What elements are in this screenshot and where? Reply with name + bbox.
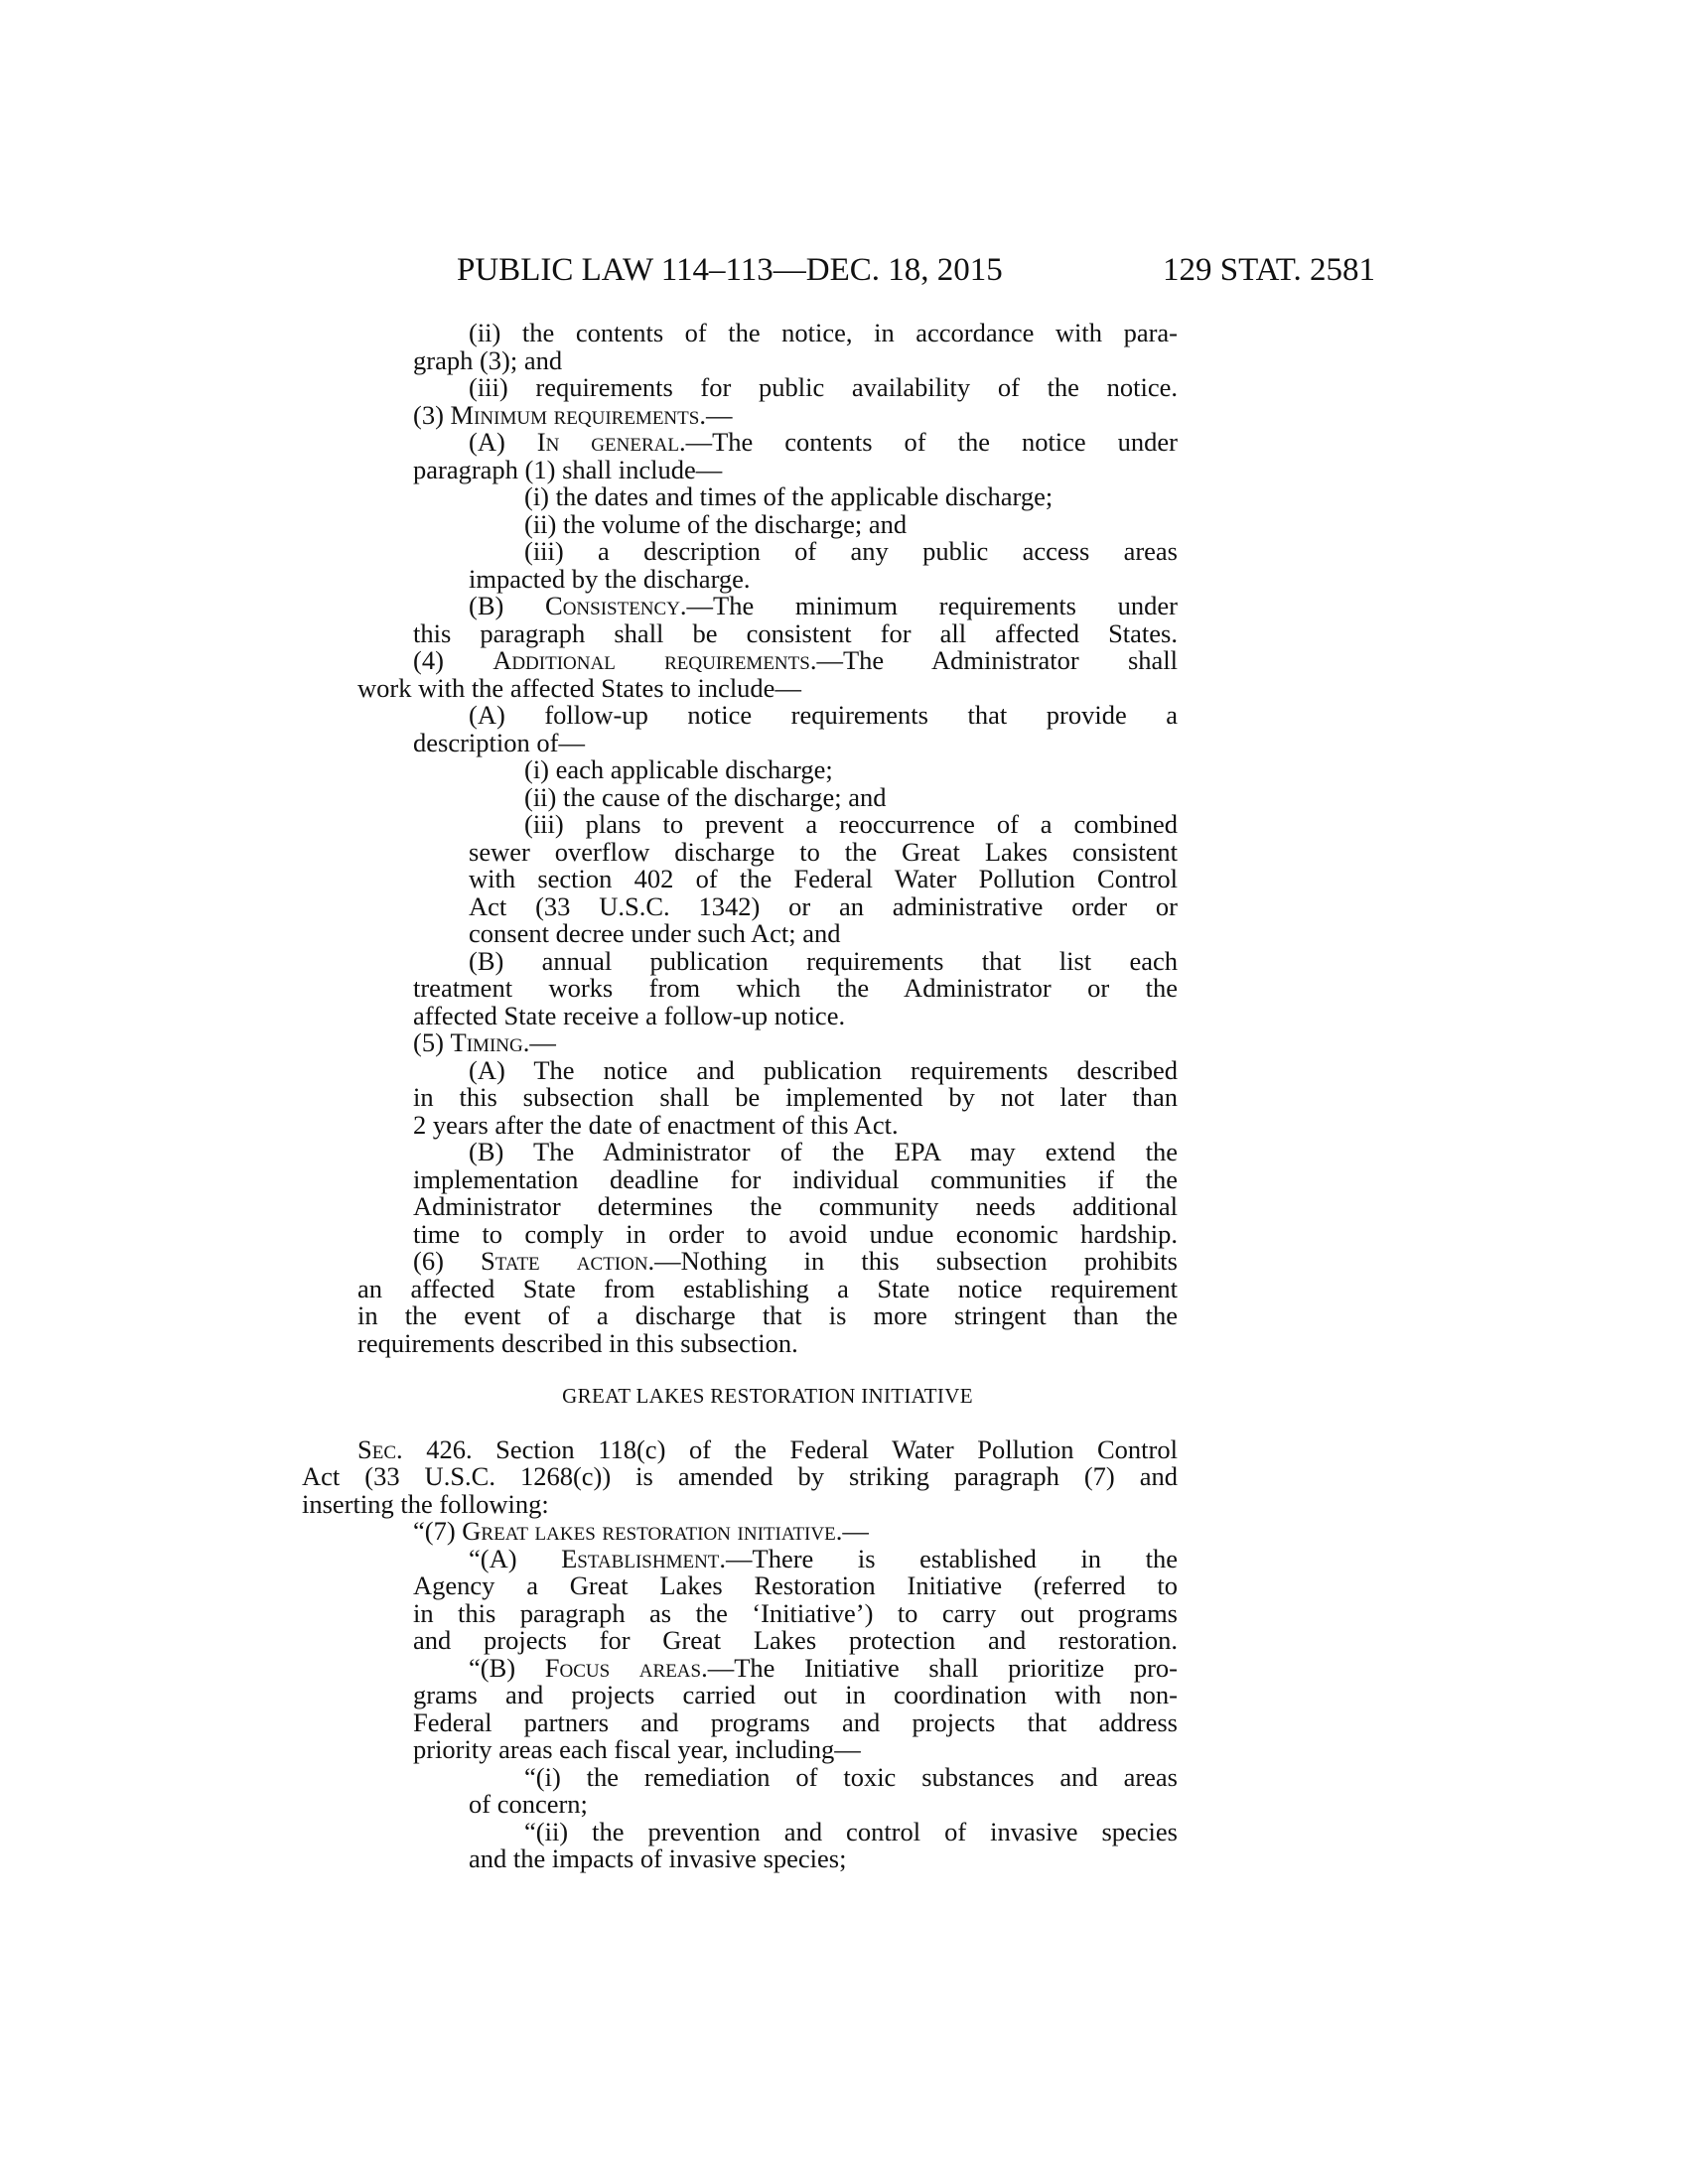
text-line: (B) annual publication requirements that list each — [469, 945, 1178, 976]
paragraph-heading: “(7) Great lakes restoration initiative.— — [413, 1516, 869, 1546]
text-line: (i) each applicable discharge; — [524, 754, 833, 784]
text-line: in this paragraph as the ‘Initiative’) to carry out programs — [413, 1597, 1178, 1628]
text-line: and the impacts of invasive species; — [469, 1843, 847, 1873]
text-line: priority areas each fiscal year, including— — [413, 1734, 861, 1764]
page-header — [457, 248, 1375, 292]
subparagraph-heading: “(A) Establishment.—There is established in the — [469, 1543, 1178, 1573]
text-line: consent decree under such Act; and — [469, 918, 841, 948]
paragraph-heading: (6) State action.—Nothing in this subsection prohibits — [413, 1246, 1178, 1276]
public-law-citation: PUBLIC LAW 114–113—DEC. 18, 2015 — [457, 252, 1003, 288]
text-line: (A) The notice and publication requirements described — [469, 1054, 1178, 1085]
text-line: 2 years after the date of enactment of this Act. — [413, 1109, 899, 1140]
text-line: this paragraph shall be consistent for all affected States. — [413, 617, 1178, 648]
text-line: sewer overflow discharge to the Great Lakes consistent — [469, 836, 1178, 867]
text-line: and projects for Great Lakes protection and restoration. — [413, 1625, 1178, 1655]
text-line: graph (3); and — [413, 344, 563, 375]
text-line: grams and projects carried out in coordination with non- — [413, 1680, 1178, 1709]
text-line: (iii) plans to prevent a reoccurrence of a combined — [524, 809, 1178, 839]
text-line: paragraph (1) shall include— — [413, 454, 723, 484]
text-line: with section 402 of the Federal Water Pollution Control — [469, 864, 1178, 893]
text-line: of concern; — [469, 1789, 588, 1819]
text-line: (iii) a description of any public access areas — [524, 536, 1178, 566]
text-line: time to comply in order to avoid undue economic hardship. — [413, 1218, 1178, 1249]
text-line: an affected State from establishing a State notice requirement — [357, 1273, 1178, 1303]
text-line: (B) The Administrator of the EPA may extend the — [469, 1137, 1178, 1166]
text-line: “(i) the remediation of toxic substances and areas — [524, 1761, 1178, 1792]
text-line: (ii) the volume of the discharge; and — [524, 508, 908, 539]
text-line: affected State receive a follow-up notice. — [413, 1000, 846, 1030]
text-line: work with the affected States to include— — [357, 672, 801, 703]
text-line: (iii) requirements for public availability of the notice. — [469, 372, 1178, 402]
text-line: requirements described in this subsection. — [357, 1327, 798, 1358]
text-line: Agency a Great Lakes Restoration Initiative (referred to — [413, 1570, 1178, 1600]
text-line: (ii) the contents of the notice, in accordance with para- — [469, 318, 1178, 347]
statute-page-number: 129 STAT. 2581 — [1162, 252, 1375, 288]
text-line: in this subsection shall be implemented by not later than — [413, 1082, 1178, 1112]
text-line: implementation deadline for individual communities if the — [413, 1163, 1178, 1194]
text-line: Act (33 U.S.C. 1268(c)) is amended by striking paragraph (7) and — [302, 1461, 1178, 1491]
paragraph-heading: (5) Timing.— — [413, 1027, 556, 1057]
subparagraph-heading: (B) Consistency.—The minimum requirements under — [469, 591, 1179, 620]
text-line: (A) follow-up notice requirements that provide a — [469, 700, 1178, 730]
text-line: “(ii) the prevention and control of invasive species — [524, 1816, 1178, 1846]
text-line: (ii) the cause of the discharge; and — [524, 781, 887, 812]
text-line: inserting the following: — [302, 1488, 549, 1519]
text-line: description of— — [413, 727, 585, 757]
section-start: Sec. 426. Section 118(c) of the Federal Water Pollution Control — [357, 1433, 1178, 1464]
paragraph-heading: (4) Additional requirements.—The Administrator shall — [413, 645, 1178, 675]
text-line: impacted by the discharge. — [469, 563, 751, 594]
paragraph-heading: (3) Minimum requirements.— — [413, 399, 733, 430]
text-line: (i) the dates and times of the applicable discharge; — [524, 481, 1054, 511]
subparagraph-heading: “(B) Focus areas.—The Initiative shall prioritize pro- — [469, 1652, 1178, 1683]
text-line: Administrator determines the community needs additional — [413, 1191, 1178, 1221]
text-line: in the event of a discharge that is more stringent than the — [357, 1300, 1178, 1330]
text-line: Act (33 U.S.C. 1342) or an administrative order or — [469, 890, 1178, 921]
text-line: treatment works from which the Administrator or the — [413, 973, 1178, 1003]
text-line: Federal partners and programs and projects that address — [413, 1706, 1178, 1737]
section-heading: GREAT LAKES RESTORATION INITIATIVE — [562, 1384, 973, 1408]
subparagraph-heading: (A) In general.—The contents of the notice under — [469, 427, 1179, 457]
document-body — [302, 318, 1179, 1873]
